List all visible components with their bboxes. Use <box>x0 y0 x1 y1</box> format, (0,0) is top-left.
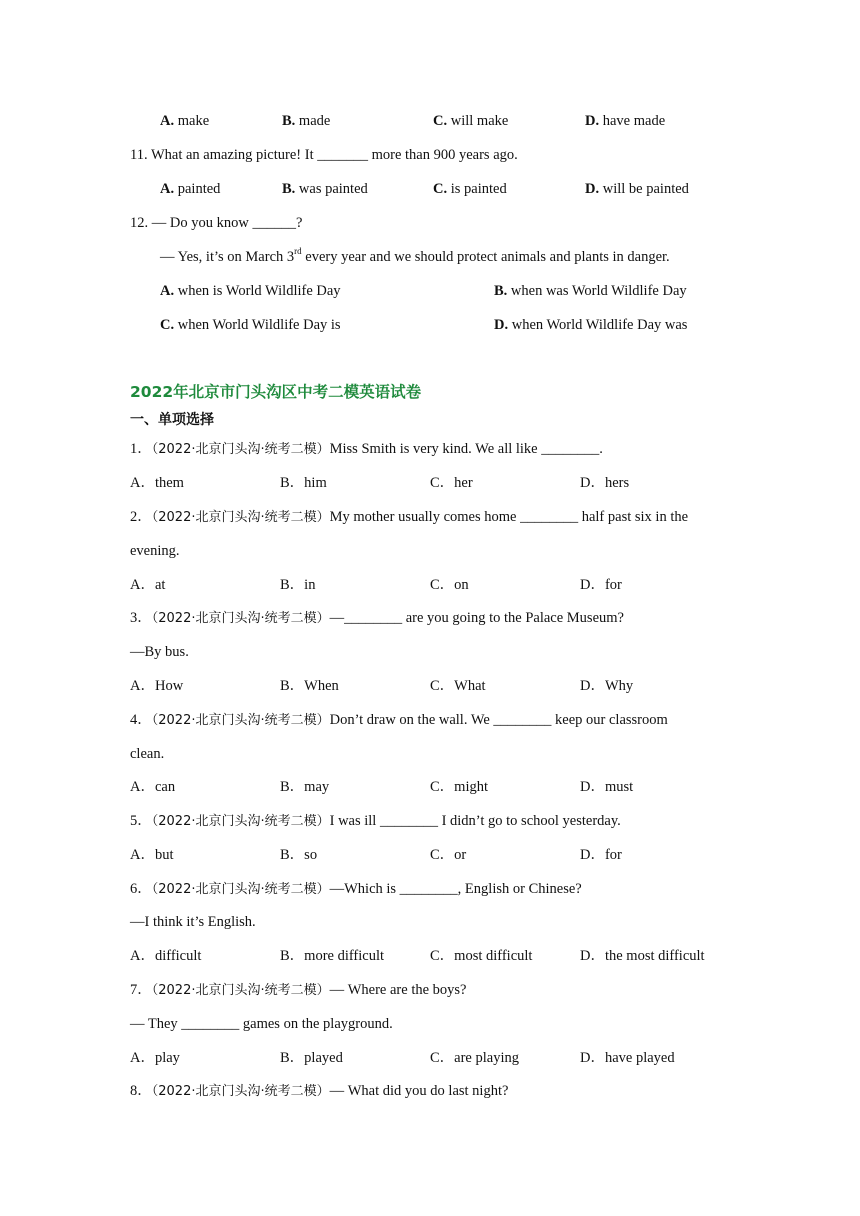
q12-option-a: A. when is World Wildlife Day <box>160 283 341 299</box>
question-3-option-d: D．Why <box>580 678 634 694</box>
question-1-option-a: A．them <box>130 475 184 491</box>
question-2-option-d: D．for <box>580 577 622 593</box>
question-4-stem-cont: clean. <box>130 746 165 762</box>
question-3-option-a: A．How <box>130 678 184 694</box>
question-3-stem: 3．（2022·北京门头沟·统考二模）—________ are you going to the Palace Museum? <box>130 610 624 626</box>
question-6-option-a: A．difficult <box>130 948 202 964</box>
question-6-stem: 6．（2022·北京门头沟·统考二模）—Which is ________, English or Chinese? <box>130 881 582 897</box>
question-1-option-b: B．him <box>280 475 327 491</box>
q10-option-d: D. have made <box>585 113 666 129</box>
exam-title: 2022年北京市门头沟区中考二模英语试卷 <box>130 383 422 401</box>
question-6-option-b: B．more difficult <box>280 948 385 964</box>
question-7-option-c: C．are playing <box>430 1050 519 1066</box>
q12-option-d: D. when World Wildlife Day was <box>494 317 688 333</box>
question-2-option-a: A．at <box>130 577 166 593</box>
question-5-option-d: D．for <box>580 847 622 863</box>
q11-option-b: B. was painted <box>282 181 368 197</box>
q10-option-c: C. will make <box>433 113 509 129</box>
q12-reply: — Yes, it’s on March 3rd every year and we should protect animals and plants in danger. <box>160 246 670 265</box>
question-1-stem: 1．（2022·北京门头沟·统考二模）Miss Smith is very kind. We all like ________. <box>130 441 603 457</box>
q12-option-c: C. when World Wildlife Day is <box>160 317 341 333</box>
section-title: 一、单项选择 <box>130 412 214 428</box>
question-4-option-c: C．might <box>430 779 489 795</box>
question-6-option-d: D．the most difficult <box>580 948 705 964</box>
q12-stem: 12. — Do you know ______? <box>130 215 303 231</box>
question-5-option-b: B．so <box>280 847 318 863</box>
question-5-option-a: A．but <box>130 847 174 863</box>
question-3-option-c: C．What <box>430 678 486 694</box>
q11-option-a: A. painted <box>160 181 221 197</box>
question-5-stem: 5．（2022·北京门头沟·统考二模）I was ill ________ I didn’t go to school yesterday. <box>130 813 621 829</box>
question-7-option-b: B．played <box>280 1050 343 1066</box>
question-7-stem-cont: — They ________ games on the playground. <box>130 1016 393 1032</box>
q11-stem: 11. What an amazing picture! It _______ more than 900 years ago. <box>130 147 518 163</box>
question-4-option-b: B．may <box>280 779 330 795</box>
question-4-option-d: D．must <box>580 779 634 795</box>
question-2-option-c: C．on <box>430 577 469 593</box>
question-4-option-a: A．can <box>130 779 176 795</box>
question-6-option-c: C．most difficult <box>430 948 533 964</box>
question-5-option-c: C．or <box>430 847 467 863</box>
q12-option-b: B. when was World Wildlife Day <box>494 283 687 299</box>
q10-option-b: B. made <box>282 113 331 129</box>
question-4-stem: 4．（2022·北京门头沟·统考二模）Don’t draw on the wall. We ________ keep our classroom <box>130 712 668 728</box>
question-2-option-b: B．in <box>280 577 316 593</box>
question-8-stem: 8．（2022·北京门头沟·统考二模）— What did you do last night? <box>130 1083 509 1099</box>
q10-option-a: A. make <box>160 113 210 129</box>
question-3-option-b: B．When <box>280 678 339 694</box>
question-2-stem: 2．（2022·北京门头沟·统考二模）My mother usually comes home ________ half past six in the <box>130 509 689 525</box>
question-7-option-d: D．have played <box>580 1050 675 1066</box>
question-1-option-d: D．hers <box>580 475 630 491</box>
q11-option-d: D. will be painted <box>585 181 689 197</box>
question-1-option-c: C．her <box>430 475 473 491</box>
question-7-option-a: A．play <box>130 1050 180 1066</box>
question-2-stem-cont: evening. <box>130 543 180 559</box>
question-6-stem-cont: —I think it’s English. <box>130 914 256 930</box>
question-3-stem-cont: —By bus. <box>130 644 189 660</box>
question-7-stem: 7．（2022·北京门头沟·统考二模）— Where are the boys? <box>130 982 467 998</box>
q11-option-c: C. is painted <box>433 181 507 197</box>
